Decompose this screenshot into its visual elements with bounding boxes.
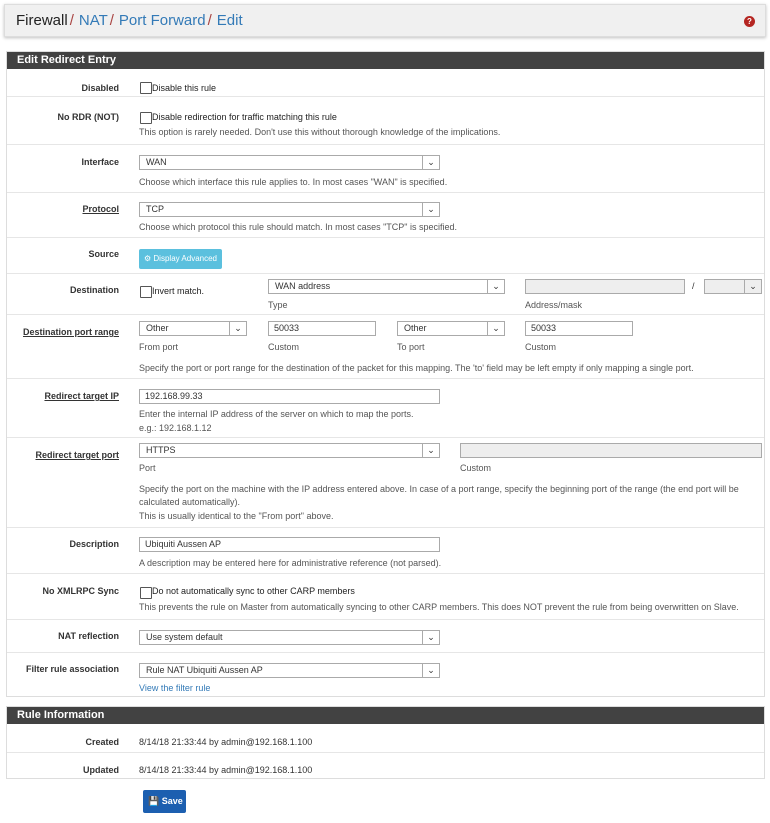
- from-port-custom-caption: Custom: [268, 342, 300, 352]
- chevron-down-icon: ⌄: [422, 444, 439, 457]
- protocol-help: Choose which protocol this rule should match. In most cases "TCP" is specified.: [139, 222, 458, 232]
- destination-address-input[interactable]: [525, 279, 685, 294]
- redirect-port-caption: Port: [139, 463, 156, 473]
- interface-select[interactable]: WAN ⌄: [139, 155, 440, 170]
- filter-assoc-select[interactable]: Rule NAT Ubiquiti Aussen AP ⌄: [139, 663, 440, 678]
- xmlrpc-checkbox[interactable]: [140, 587, 152, 599]
- edit-redirect-panel: [6, 51, 765, 697]
- to-port-custom-caption: Custom: [525, 342, 557, 352]
- row-created: [7, 724, 764, 752]
- destination-label: Destination: [69, 285, 119, 295]
- chevron-down-icon: ⌄: [229, 322, 246, 335]
- breadcrumb-nat[interactable]: NAT: [78, 12, 108, 29]
- no-rdr-checkbox[interactable]: [140, 112, 152, 124]
- description-label: Description: [69, 539, 119, 549]
- disable-rule-text: Disable this rule: [152, 83, 217, 93]
- interface-label: Interface: [81, 157, 119, 167]
- row-destination: [7, 273, 764, 314]
- description-input[interactable]: Ubiquiti Aussen AP: [139, 537, 440, 552]
- created-value: 8/14/18 21:33:44 by admin@192.168.1.100: [139, 737, 313, 747]
- redirect-port-help-3: This is usually identical to the "From port" above.: [139, 511, 334, 521]
- row-protocol: [7, 192, 764, 237]
- redirect-port-help-2: calculated automatically).: [139, 497, 241, 507]
- redirect-port-help-1: Specify the port on the machine with the IP address entered above. In case of a port range, specify the beginning port of the range (the end port will be: [139, 484, 739, 494]
- xmlrpc-help: This prevents the rule on Master from automatically syncing to other CARP members. This does NOT prevent the rule from being overwritten on Slave.: [139, 602, 739, 612]
- description-help: A description may be entered here for administrative reference (not parsed).: [139, 558, 442, 568]
- mask-separator: /: [692, 281, 695, 291]
- updated-label: Updated: [83, 765, 119, 775]
- redirect-port-custom-input[interactable]: [460, 443, 762, 458]
- protocol-label[interactable]: Protocol: [82, 204, 119, 214]
- updated-value: 8/14/18 21:33:44 by admin@192.168.1.100: [139, 765, 313, 775]
- chevron-down-icon: ⌄: [422, 156, 439, 169]
- save-icon: 💾: [148, 796, 160, 806]
- row-redirect-port: [7, 437, 764, 527]
- row-description: [7, 527, 764, 573]
- destination-address-caption: Address/mask: [525, 300, 583, 310]
- redirect-ip-example: e.g.: 192.168.1.12: [139, 423, 212, 433]
- no-rdr-label: No RDR (NOT): [57, 112, 119, 122]
- no-rdr-help: This option is rarely needed. Don't use this without thorough knowledge of the implications.: [139, 127, 501, 137]
- row-no-rdr: [7, 96, 764, 144]
- created-label: Created: [85, 737, 119, 747]
- from-port-custom-input[interactable]: 50033: [268, 321, 376, 336]
- chevron-down-icon: ⌄: [487, 280, 504, 293]
- breadcrumb-firewall[interactable]: Firewall: [16, 12, 68, 29]
- panel-title: Edit Redirect Entry: [7, 52, 764, 69]
- nat-reflection-select[interactable]: Use system default ⌄: [139, 630, 440, 645]
- chevron-down-icon: ⌄: [422, 664, 439, 677]
- redirect-port-select[interactable]: HTTPS ⌄: [139, 443, 440, 458]
- gear-icon: ⚙: [144, 254, 152, 263]
- invert-match-checkbox[interactable]: [140, 286, 152, 298]
- xmlrpc-text: Do not automatically sync to other CARP members: [152, 586, 355, 596]
- to-port-select[interactable]: Other ⌄: [397, 321, 505, 336]
- no-rdr-text: Disable redirection for traffic matching this rule: [152, 112, 337, 122]
- xmlrpc-label: No XMLRPC Sync: [42, 586, 119, 596]
- rule-info-title: Rule Information: [7, 707, 764, 724]
- row-xmlrpc: [7, 573, 764, 619]
- dest-port-range-help: Specify the port or port range for the destination of the packet for this mapping. The 'to' field may be left empty if only mapping a single port.: [139, 363, 694, 373]
- to-port-caption: To port: [397, 342, 425, 352]
- destination-type-caption: Type: [268, 300, 288, 310]
- from-port-select[interactable]: Other ⌄: [139, 321, 247, 336]
- redirect-ip-label[interactable]: Redirect target IP: [44, 391, 119, 401]
- chevron-down-icon: ⌄: [422, 631, 439, 644]
- chevron-down-icon: ⌄: [487, 322, 504, 335]
- row-redirect-ip: [7, 378, 764, 437]
- redirect-ip-input[interactable]: 192.168.99.33: [139, 389, 440, 404]
- page-header: [4, 4, 766, 37]
- disabled-label: Disabled: [81, 83, 119, 93]
- redirect-ip-help: Enter the internal IP address of the server on which to map the ports.: [139, 409, 414, 419]
- chevron-down-icon: ⌄: [744, 280, 761, 293]
- row-nat-reflection: [7, 619, 764, 652]
- redirect-port-label[interactable]: Redirect target port: [35, 450, 119, 460]
- breadcrumb: Firewall / NAT / Port Forward / Edit: [16, 12, 243, 29]
- source-label: Source: [88, 249, 119, 259]
- invert-match-text: Invert match.: [152, 286, 205, 296]
- disable-rule-checkbox[interactable]: [140, 82, 152, 94]
- chevron-down-icon: ⌄: [422, 203, 439, 216]
- interface-help: Choose which interface this rule applies to. In most cases "WAN" is specified.: [139, 177, 448, 187]
- row-filter-assoc: [7, 652, 764, 697]
- question-circle-icon[interactable]: ?: [744, 16, 755, 27]
- destination-type-select[interactable]: WAN address ⌄: [268, 279, 505, 294]
- from-port-caption: From port: [139, 342, 179, 352]
- protocol-select[interactable]: TCP ⌄: [139, 202, 440, 217]
- row-source: [7, 237, 764, 273]
- row-updated: [7, 752, 764, 779]
- breadcrumb-edit[interactable]: Edit: [216, 12, 243, 29]
- destination-mask-select[interactable]: [704, 279, 762, 294]
- view-filter-rule-link[interactable]: View the filter rule: [139, 683, 211, 693]
- breadcrumb-port-forward[interactable]: Port Forward: [118, 12, 206, 29]
- dest-port-range-label[interactable]: Destination port range: [22, 327, 119, 337]
- nat-reflection-label: NAT reflection: [58, 631, 119, 641]
- display-advanced-button[interactable]: ⚙ Display Advanced: [139, 249, 222, 269]
- to-port-custom-input[interactable]: 50033: [525, 321, 633, 336]
- save-button[interactable]: 💾 Save: [143, 790, 186, 813]
- row-disabled: [7, 69, 764, 96]
- rule-information-panel: [6, 706, 765, 779]
- filter-assoc-label: Filter rule association: [25, 664, 119, 674]
- row-dest-port-range: [7, 314, 764, 378]
- redirect-port-custom-caption: Custom: [460, 463, 492, 473]
- row-interface: [7, 144, 764, 192]
